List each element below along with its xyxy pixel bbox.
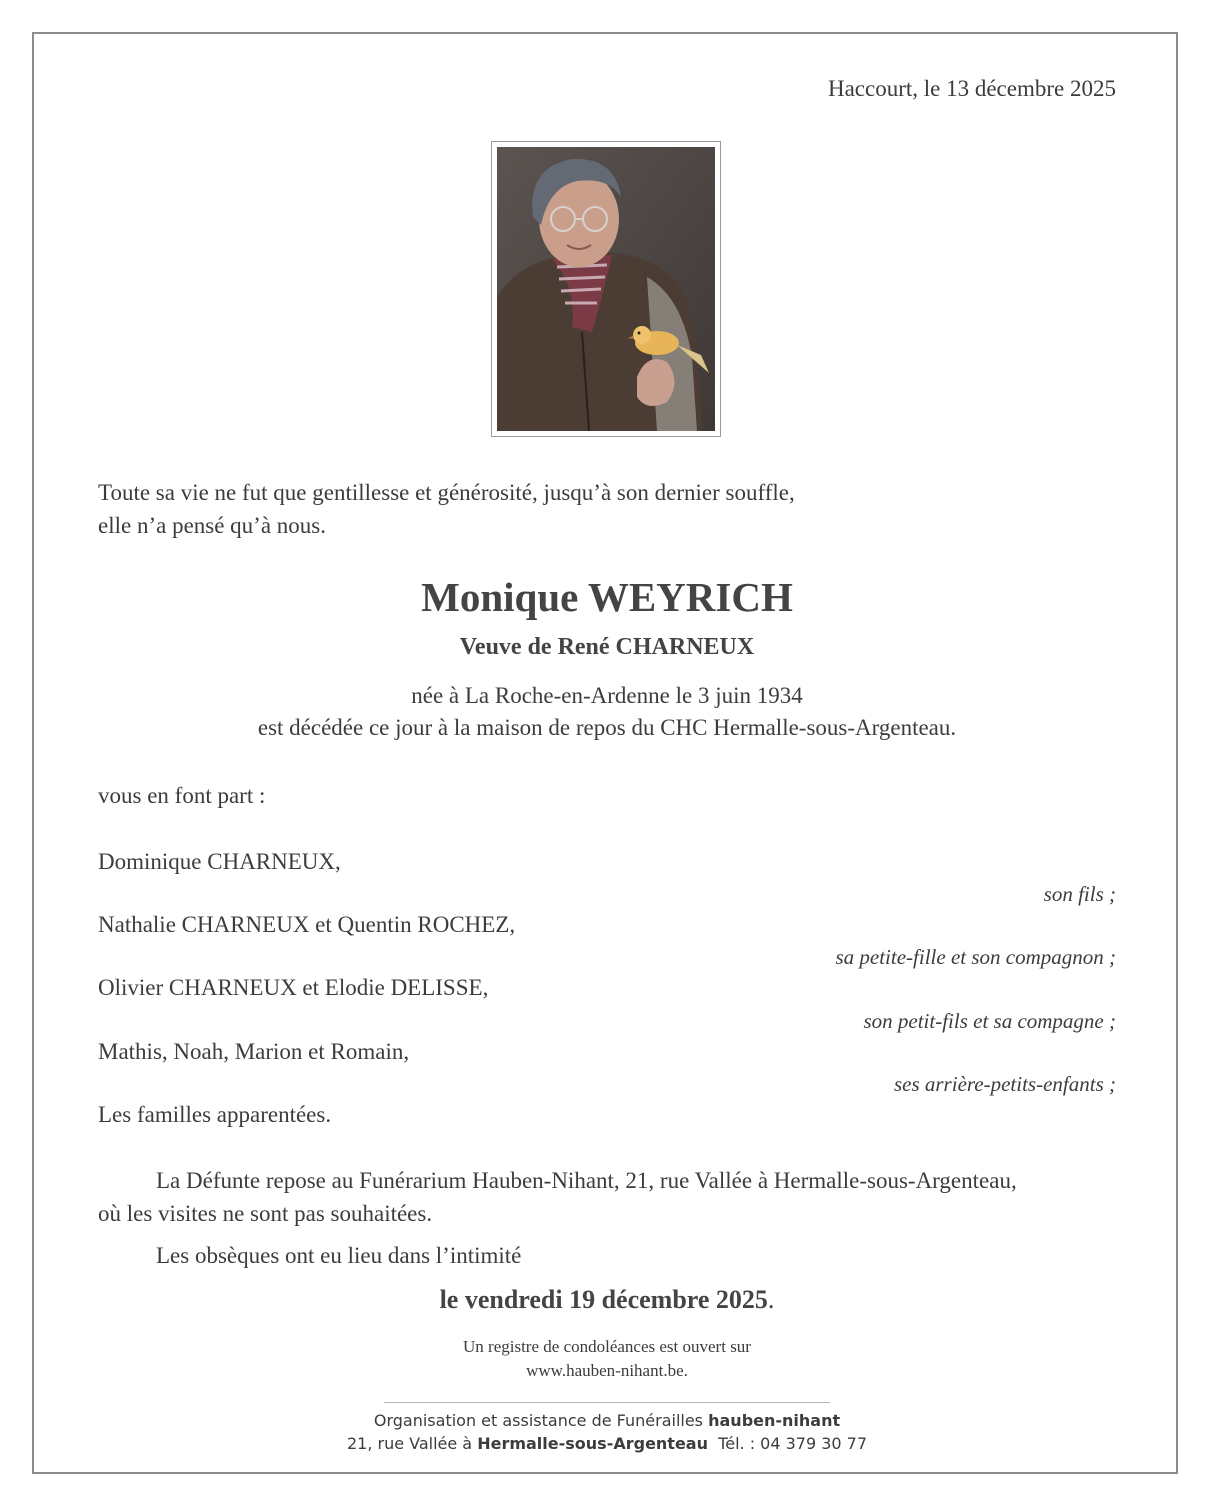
funeral-info (98, 1164, 1118, 1272)
family-relation: son petit-fils et sa compagne ; (863, 1009, 1116, 1033)
register-url: www.hauben-nihant.be. (526, 1361, 688, 1380)
quote-line: Toute sa vie ne fut que gentillesse et générosité, jusqu’à son dernier souffle, (98, 480, 795, 505)
footer-address: 21, rue Vallée à (346, 1434, 478, 1453)
dateline: Haccourt, le 13 décembre 2025 (827, 76, 1116, 101)
family-relation: son fils ; (1043, 882, 1116, 906)
widow-of: Veuve de René CHARNEUX (459, 634, 755, 660)
quote (98, 476, 795, 542)
footer (0, 1409, 1214, 1455)
announcement: vous en font part : (98, 783, 266, 808)
footer-divider (384, 1402, 830, 1403)
portrait-illustration (497, 147, 715, 431)
condolence-register (0, 1335, 1214, 1383)
family-names: Nathalie CHARNEUX et Quentin ROCHEZ, (98, 912, 516, 937)
family-names: Mathis, Noah, Marion et Romain, (98, 1039, 410, 1064)
footer-org-line (0, 1409, 1214, 1432)
family-relation: ses arrière-petits-enfants ; (893, 1072, 1116, 1096)
rest-line: où les visites ne sont pas souhaitées. (98, 1201, 433, 1226)
quote-line: elle n’a pensé qu’à nous. (98, 513, 327, 538)
footer-brand: hauben-nihant (708, 1411, 841, 1430)
register-line: Un registre de condoléances est ouvert sur (463, 1337, 751, 1356)
portrait-photo (491, 141, 721, 437)
rest-line: La Défunte repose au Funérarium Hauben-Nihant, 21, rue Vallée à Hermalle-sous-Argenteau, (156, 1168, 1017, 1193)
footer-org-text: Organisation et assistance de Funérailles (373, 1411, 709, 1430)
death-line: est décédée ce jour à la maison de repos du CHC Hermalle-sous-Argenteau. (257, 715, 957, 740)
footer-phone: Tél. : 04 379 30 77 (708, 1434, 868, 1453)
family-relation: sa petite-fille et son compagnon ; (835, 945, 1116, 969)
family-names: Olivier CHARNEUX et Elodie DELISSE, (98, 975, 489, 1000)
footer-town: Hermalle-sous-Argenteau (477, 1434, 708, 1453)
birth-line: née à La Roche-en-Ardenne le 3 juin 1934 (411, 683, 803, 708)
funeral-date-text: le vendredi 19 décembre 2025 (439, 1285, 768, 1314)
funeral-date (0, 1285, 1214, 1315)
deceased-name: Monique WEYRICH (421, 574, 793, 620)
birth-death-info (0, 680, 1214, 744)
footer-address-line (0, 1432, 1214, 1455)
families-related: Les familles apparentées. (98, 1102, 332, 1127)
funeral-date-punct: . (767, 1285, 775, 1314)
family-names: Dominique CHARNEUX, (98, 849, 341, 874)
ceremony-line: Les obsèques ont eu lieu dans l’intimité (156, 1243, 522, 1268)
